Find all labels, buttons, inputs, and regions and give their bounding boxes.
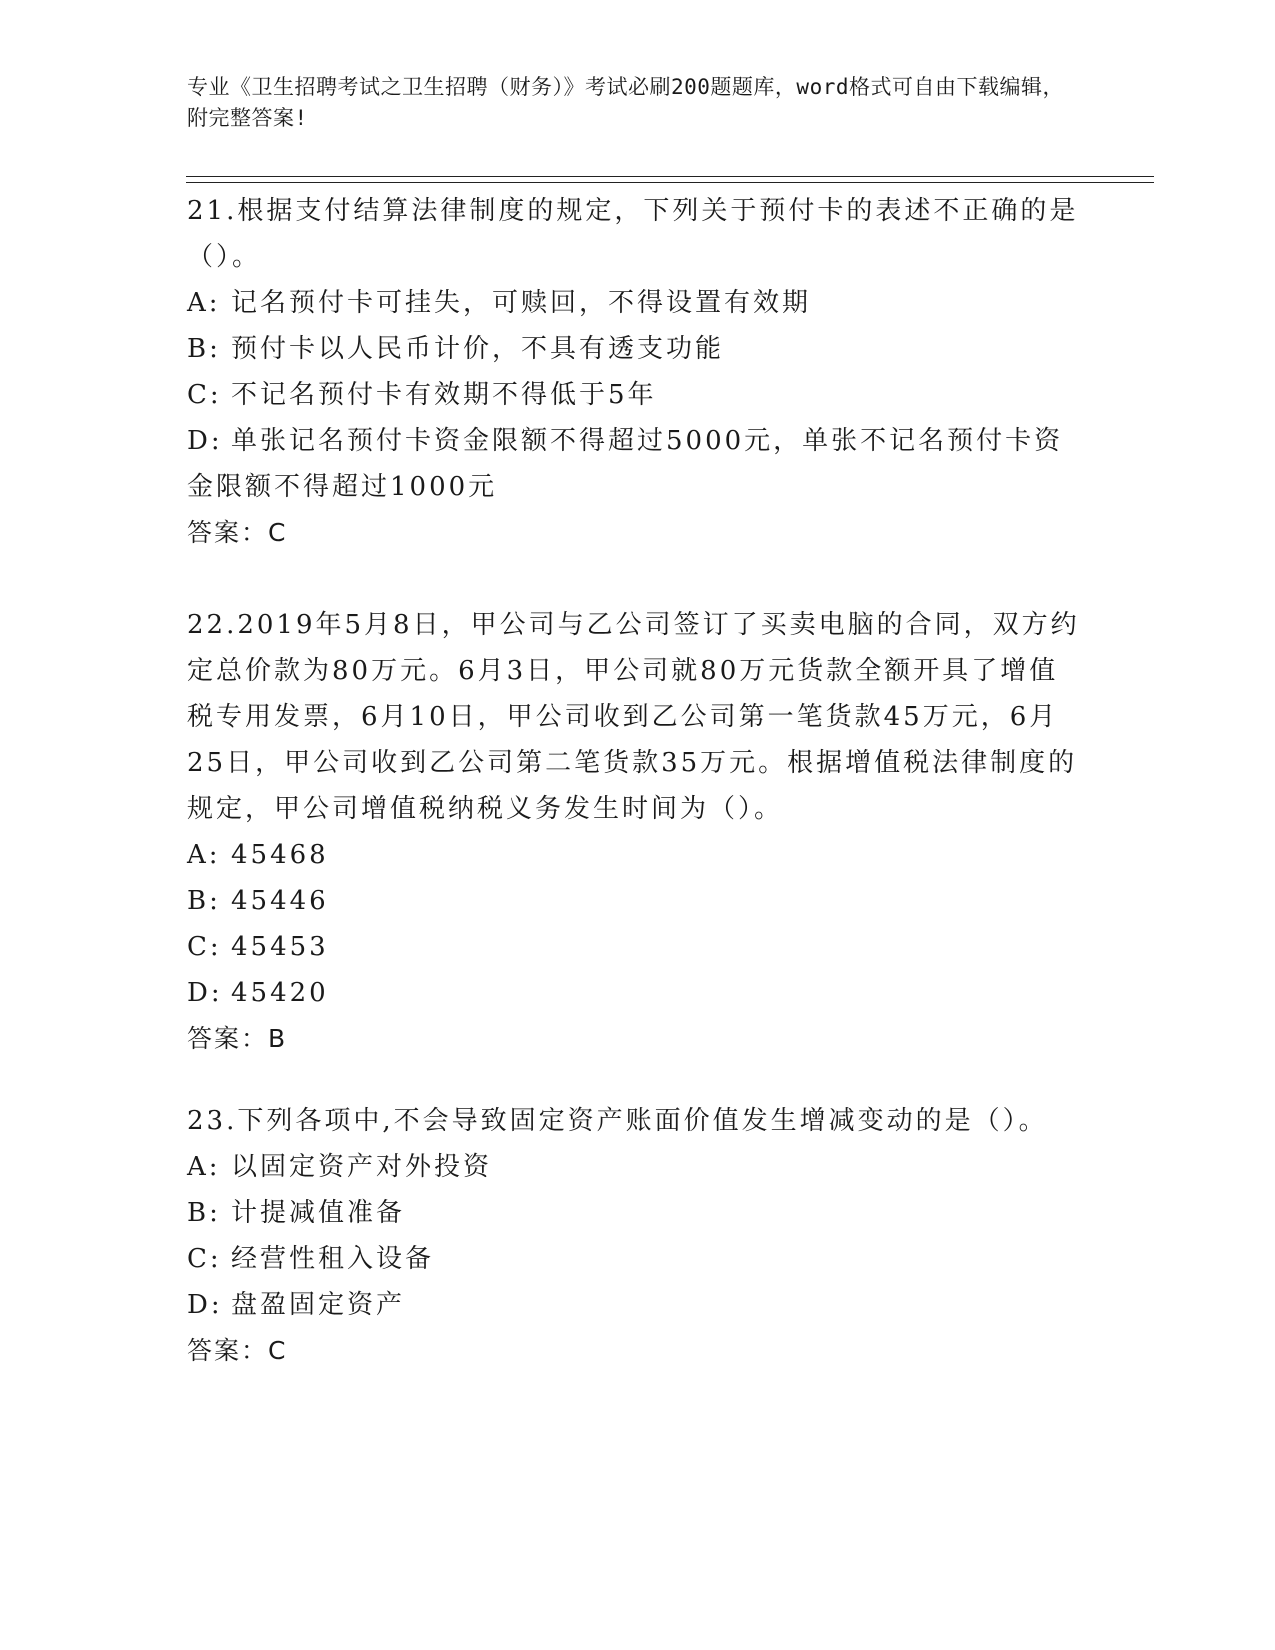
question-stem: 21.根据支付结算法律制度的规定，下列关于预付卡的表述不正确的是（）。: [187, 196, 1079, 272]
option-c: [187, 372, 1087, 418]
answer-line: [187, 510, 1087, 556]
option-b: [187, 1190, 1087, 1236]
option-text: 经营性租入设备: [231, 1244, 435, 1274]
option-key: B:: [187, 1198, 221, 1228]
option-text: 45468: [231, 840, 329, 870]
option-d: [187, 970, 1087, 1016]
option-d: [187, 1282, 1087, 1328]
option-text: 45453: [231, 932, 329, 962]
question-stem: 22.2019年5月8日，甲公司与乙公司签订了买卖电脑的合同，双方约定总价款为80万元。6月3日，甲公司就80万元货款全额开具了增值税专用发票，6月10日，甲公司收到乙公司第一笔货款45万元，6月25日，甲公司收到乙公司第二笔货款35万元。根据增值税法律制度的规定，甲公司增值税纳税义务发生时间为（）。: [187, 610, 1080, 824]
option-a: [187, 280, 1087, 326]
option-key: C:: [187, 380, 222, 410]
question-stem: 23.下列各项中,不会导致固定资产账面价值发生增减变动的是（）。: [187, 1106, 1048, 1136]
option-b: [187, 878, 1087, 924]
option-key: A:: [187, 840, 221, 870]
option-c: [187, 924, 1087, 970]
option-key: D:: [187, 1290, 223, 1320]
option-key: C:: [187, 932, 222, 962]
header-divider-bottom: [186, 182, 1154, 183]
option-a: [187, 832, 1087, 878]
answer-label: 答案：: [187, 1024, 269, 1053]
option-text: 单张记名预付卡资金限额不得超过5000元，单张不记名预付卡资金限额不得超过1000元: [187, 426, 1064, 502]
answer-value: C: [268, 518, 287, 547]
option-c: [187, 1236, 1087, 1282]
answer-label: 答案：: [187, 518, 269, 547]
option-text: 以固定资产对外投资: [231, 1152, 493, 1182]
question-22: [187, 602, 1087, 1062]
option-key: B:: [187, 334, 221, 364]
question-23: [187, 1098, 1087, 1374]
option-text: 预付卡以人民币计价，不具有透支功能: [231, 334, 725, 364]
option-key: A:: [187, 1152, 221, 1182]
option-key: C:: [187, 1244, 222, 1274]
document-header: 专业《卫生招聘考试之卫生招聘（财务）》考试必刷200题题库，word格式可自由下载编辑，附完整答案!: [187, 75, 1064, 130]
option-text: 不记名预付卡有效期不得低于5年: [231, 380, 657, 410]
answer-value: C: [268, 1336, 287, 1365]
option-text: 45420: [231, 978, 329, 1008]
option-key: D:: [187, 978, 223, 1008]
option-text: 记名预付卡可挂失，可赎回，不得设置有效期: [231, 288, 812, 318]
option-text: 45446: [231, 886, 329, 916]
option-key: A:: [187, 288, 221, 318]
answer-value: B: [268, 1024, 287, 1053]
answer-line: [187, 1328, 1087, 1374]
option-key: D:: [187, 426, 223, 456]
answer-line: [187, 1016, 1087, 1062]
option-d: [187, 418, 1087, 510]
header-divider-top: [186, 176, 1154, 177]
option-key: B:: [187, 886, 221, 916]
answer-label: 答案：: [187, 1336, 269, 1365]
option-text: 计提减值准备: [231, 1198, 406, 1228]
option-text: 盘盈固定资产: [231, 1290, 406, 1320]
option-a: [187, 1144, 1087, 1190]
option-b: [187, 326, 1087, 372]
question-21: [187, 188, 1087, 556]
